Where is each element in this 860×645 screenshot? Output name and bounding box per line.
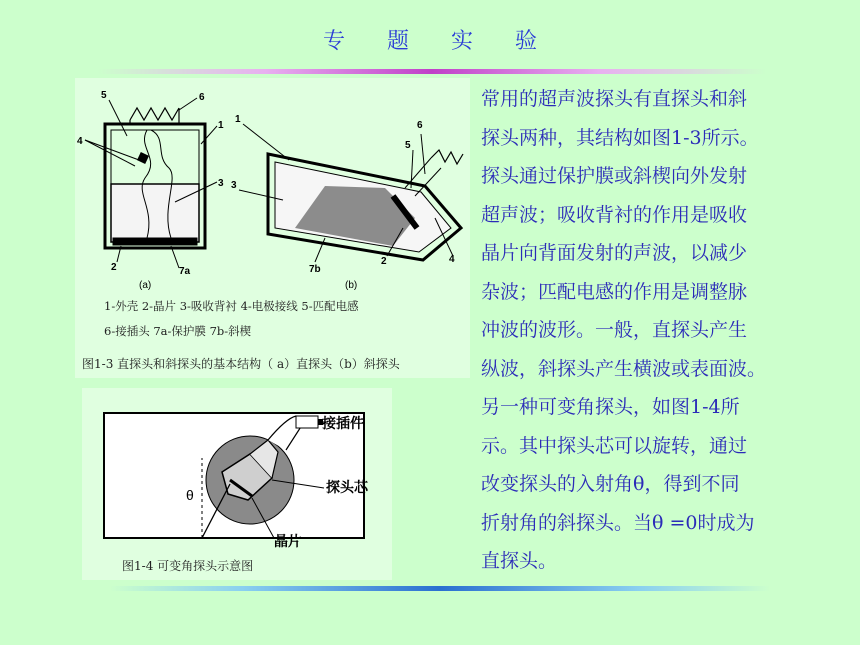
label-connector: 接插件	[322, 415, 364, 431]
text-line: 常用的超声波探头有直探头和斜	[481, 88, 748, 110]
text-line: 另一种可变角探头，如图1-4所	[481, 396, 740, 418]
figure-1-3-diagram	[75, 78, 470, 293]
label-a-7a: 7a	[179, 266, 191, 277]
text-line: 探头两种，其结构如图1-3所示。	[481, 126, 759, 149]
label-crystal: 晶片	[274, 533, 302, 549]
title-char: 题	[386, 29, 409, 54]
label-b-1: 1	[235, 114, 241, 125]
title-char: 验	[515, 29, 538, 54]
text-line: 改变探头的入射角θ，得到不同	[481, 473, 740, 495]
label-a-6: 6	[199, 92, 205, 103]
text-line: 冲波的波形。一般，直探头产生	[481, 319, 748, 341]
text-line: 探头通过保护膜或斜楔向外发射	[481, 165, 748, 187]
label-a-1: 1	[218, 120, 224, 131]
bottom-divider	[110, 586, 770, 591]
label-b-7b: 7b	[309, 264, 321, 275]
title-char: 专	[322, 29, 345, 54]
label-a-4: 4	[77, 136, 83, 147]
figure-1-3-legend-line-2: 6-接插头 7a-保护膜 7b-斜楔	[104, 324, 252, 338]
label-b-5: 5	[405, 140, 411, 151]
label-a-3: 3	[218, 178, 224, 189]
text-line: 超声波；吸收背衬的作用是吸收	[481, 203, 748, 226]
label-b-6: 6	[417, 120, 423, 131]
straight-probe-drawing	[85, 98, 217, 268]
title-char: 实	[451, 29, 474, 54]
label-b-3: 3	[231, 180, 237, 191]
figure-1-4-diagram	[82, 388, 392, 553]
angle-probe-drawing	[239, 124, 463, 262]
text-line: 示。其中探头芯可以旋转，通过	[481, 434, 748, 457]
figure-1-3-caption: 图1-3 直探头和斜探头的基本结构（ a）直探头（b）斜探头	[82, 357, 400, 371]
text-line: 杂波；匹配电感的作用是调整脉	[481, 280, 748, 303]
text-line: 直探头。	[481, 550, 558, 572]
label-theta: θ	[186, 487, 194, 503]
text-line: 晶片向背面发射的声波，以减少	[481, 242, 748, 264]
body-paragraph	[481, 80, 801, 581]
label-b-2: 2	[381, 256, 387, 267]
label-probe-core: 探头芯	[326, 479, 368, 495]
figure-1-4-caption: 图1-4 可变角探头示意图	[122, 559, 254, 573]
text-line: 折射角的斜探头。当θ =0时成为	[481, 511, 755, 534]
label-a-5: 5	[101, 90, 107, 101]
label-b-4: 4	[449, 254, 455, 265]
top-divider	[98, 69, 766, 74]
slide-title	[0, 24, 860, 55]
subcaption-b: (b)	[345, 280, 358, 291]
label-a-2: 2	[111, 262, 117, 273]
text-line: 纵波，斜探头产生横波或表面波。	[481, 357, 767, 380]
figure-1-3-legend-line-1: 1-外壳 2-晶片 3-吸收背衬 4-电极接线 5-匹配电感	[104, 299, 359, 313]
subcaption-a: (a)	[139, 280, 152, 291]
